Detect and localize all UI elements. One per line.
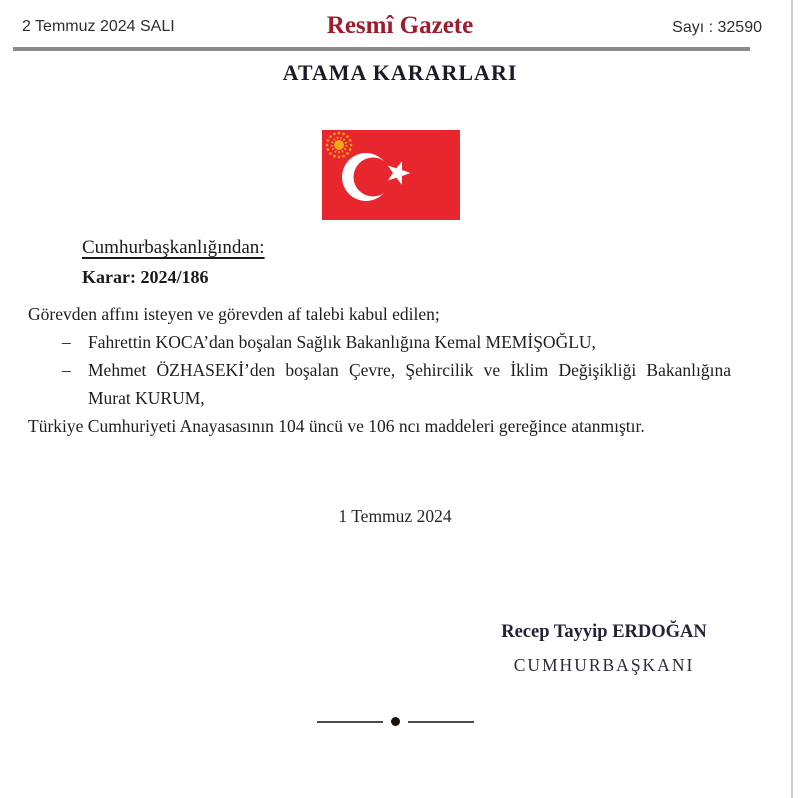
header-divider [13,47,750,51]
ornament-dot [391,717,400,726]
signature-name: Recep Tayyip ERDOĞAN [501,622,707,642]
decree-date: 1 Temmuz 2024 [338,506,452,526]
dash-bullet: – [62,332,71,352]
end-ornament [0,717,790,726]
ornament-line [408,721,474,723]
decree-item [28,328,765,356]
decree-intro: Görevden affını isteyen ve görevden af talebi kabul edilen; [28,304,440,324]
decree-authority: Cumhurbaşkanlığından: [82,237,265,258]
decree-item-text: Fahrettin KOCA’dan boşalan Sağlık Bakanlığına Kemal MEMİŞOĞLU, [88,332,596,352]
turkish-flag-icon [322,130,460,220]
decree-item-continuation: Murat KURUM, [88,388,205,408]
signature-title: CUMHURBAŞKANI [513,655,695,675]
section-title: ATAMA KARARLARI [282,60,518,85]
scan-edge-line [791,0,793,798]
dash-bullet: – [62,360,71,380]
decree-number: Karar: 2024/186 [82,267,209,287]
decree-item-text: Mehmet ÖZHASEKİ’den boşalan Çevre, Şehircilik ve İklim Değişikliği Bakanlığına [88,360,731,380]
presidential-flag [322,130,460,225]
decree-item [28,356,765,384]
gazette-date: 2 Temmuz 2024 SALI [22,18,175,35]
decree-closing: Türkiye Cumhuriyeti Anayasasının 104 üncü ve 106 ncı maddeleri gereğince atanmıştır. [28,416,645,436]
signature-block [472,622,736,676]
decree-body [28,300,765,440]
ornament-line [317,721,383,723]
masthead-title: Resmî Gazete [326,12,474,39]
issue-number: Sayı : 32590 [672,19,762,36]
